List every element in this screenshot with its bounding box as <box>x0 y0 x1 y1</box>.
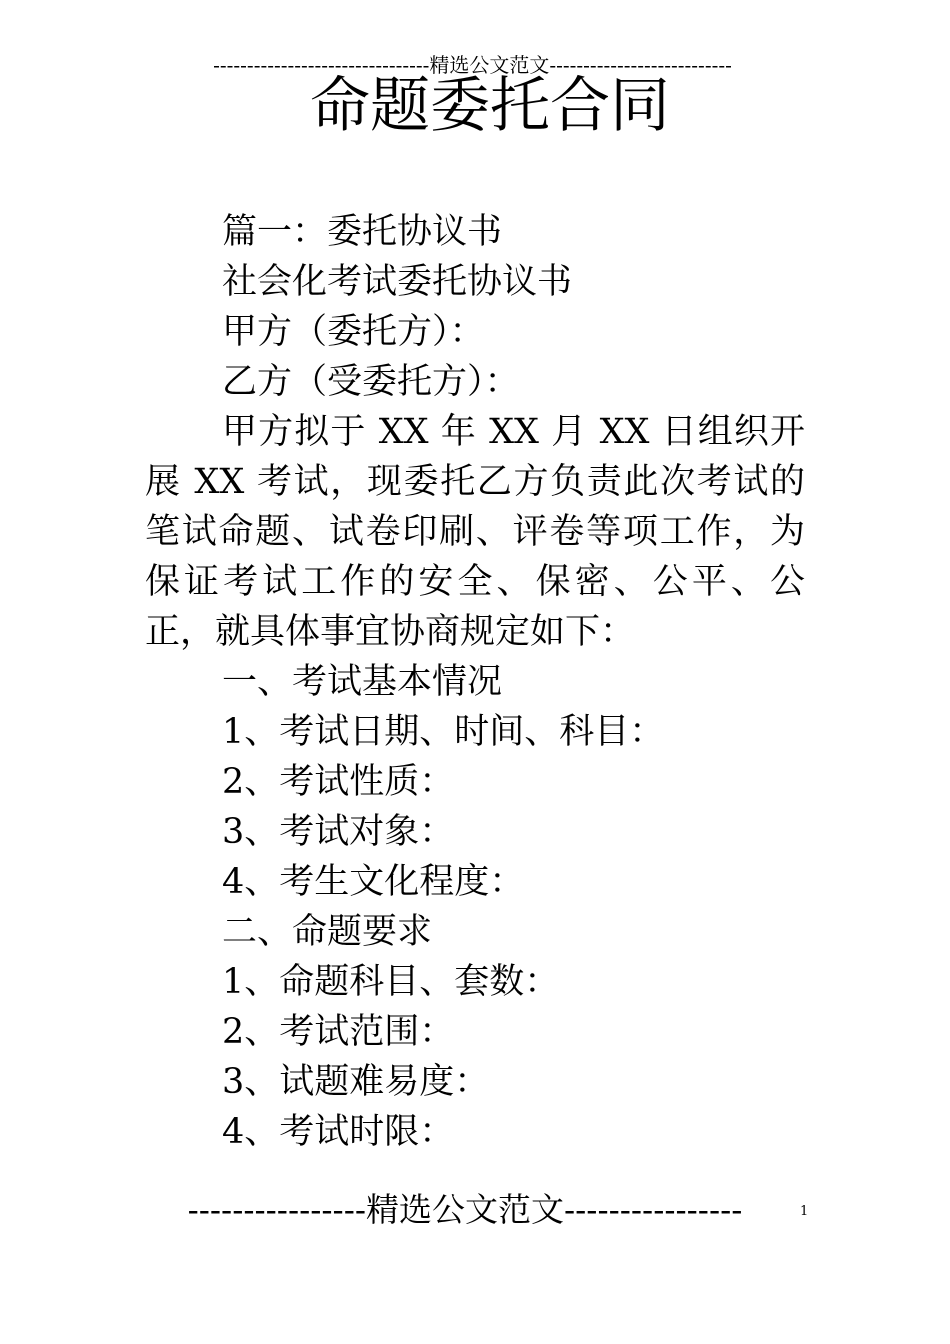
list-item: 4、考试时限： <box>222 1112 455 1152</box>
document-title: 命题委托合同 <box>310 71 670 141</box>
page-header: --------------------------------精选公文范文--------------------------- <box>213 53 732 77</box>
document-body <box>145 207 807 1157</box>
list-item: 3、试题难易度： <box>222 1062 490 1102</box>
party-a-line: 甲方（委托方）： <box>222 312 485 352</box>
page-number: 1 <box>800 1204 809 1219</box>
section-heading-requirements: 二、命题要求 <box>222 912 433 952</box>
list-item: 1、命题科目、套数： <box>222 962 560 1002</box>
party-b-line: 乙方（受委托方）： <box>222 362 520 402</box>
list-item: 4、考生文化程度： <box>222 862 525 902</box>
agreement-title: 社会化考试委托协议书 <box>222 262 573 302</box>
section-heading-basic-info: 一、考试基本情况 <box>222 662 503 702</box>
chapter-heading: 篇一：委托协议书 <box>222 212 503 252</box>
list-item: 1、考试日期、时间、科目： <box>222 712 665 752</box>
list-item: 3、考试对象： <box>222 812 455 852</box>
page-footer: ----------------精选公文范文---------------- <box>187 1190 743 1229</box>
list-item: 2、考试范围： <box>222 1012 455 1052</box>
intro-paragraph: 甲方拟于 XX 年 XX 月 XX 日组织开展 XX 考试，现委托乙方负责此次考试的笔试命题、试卷印刷、评卷等项工作，为保证考试工作的安全、保密、公平、公正，就具体事宜协商规定如下： <box>145 412 805 652</box>
list-item: 2、考试性质： <box>222 762 455 802</box>
